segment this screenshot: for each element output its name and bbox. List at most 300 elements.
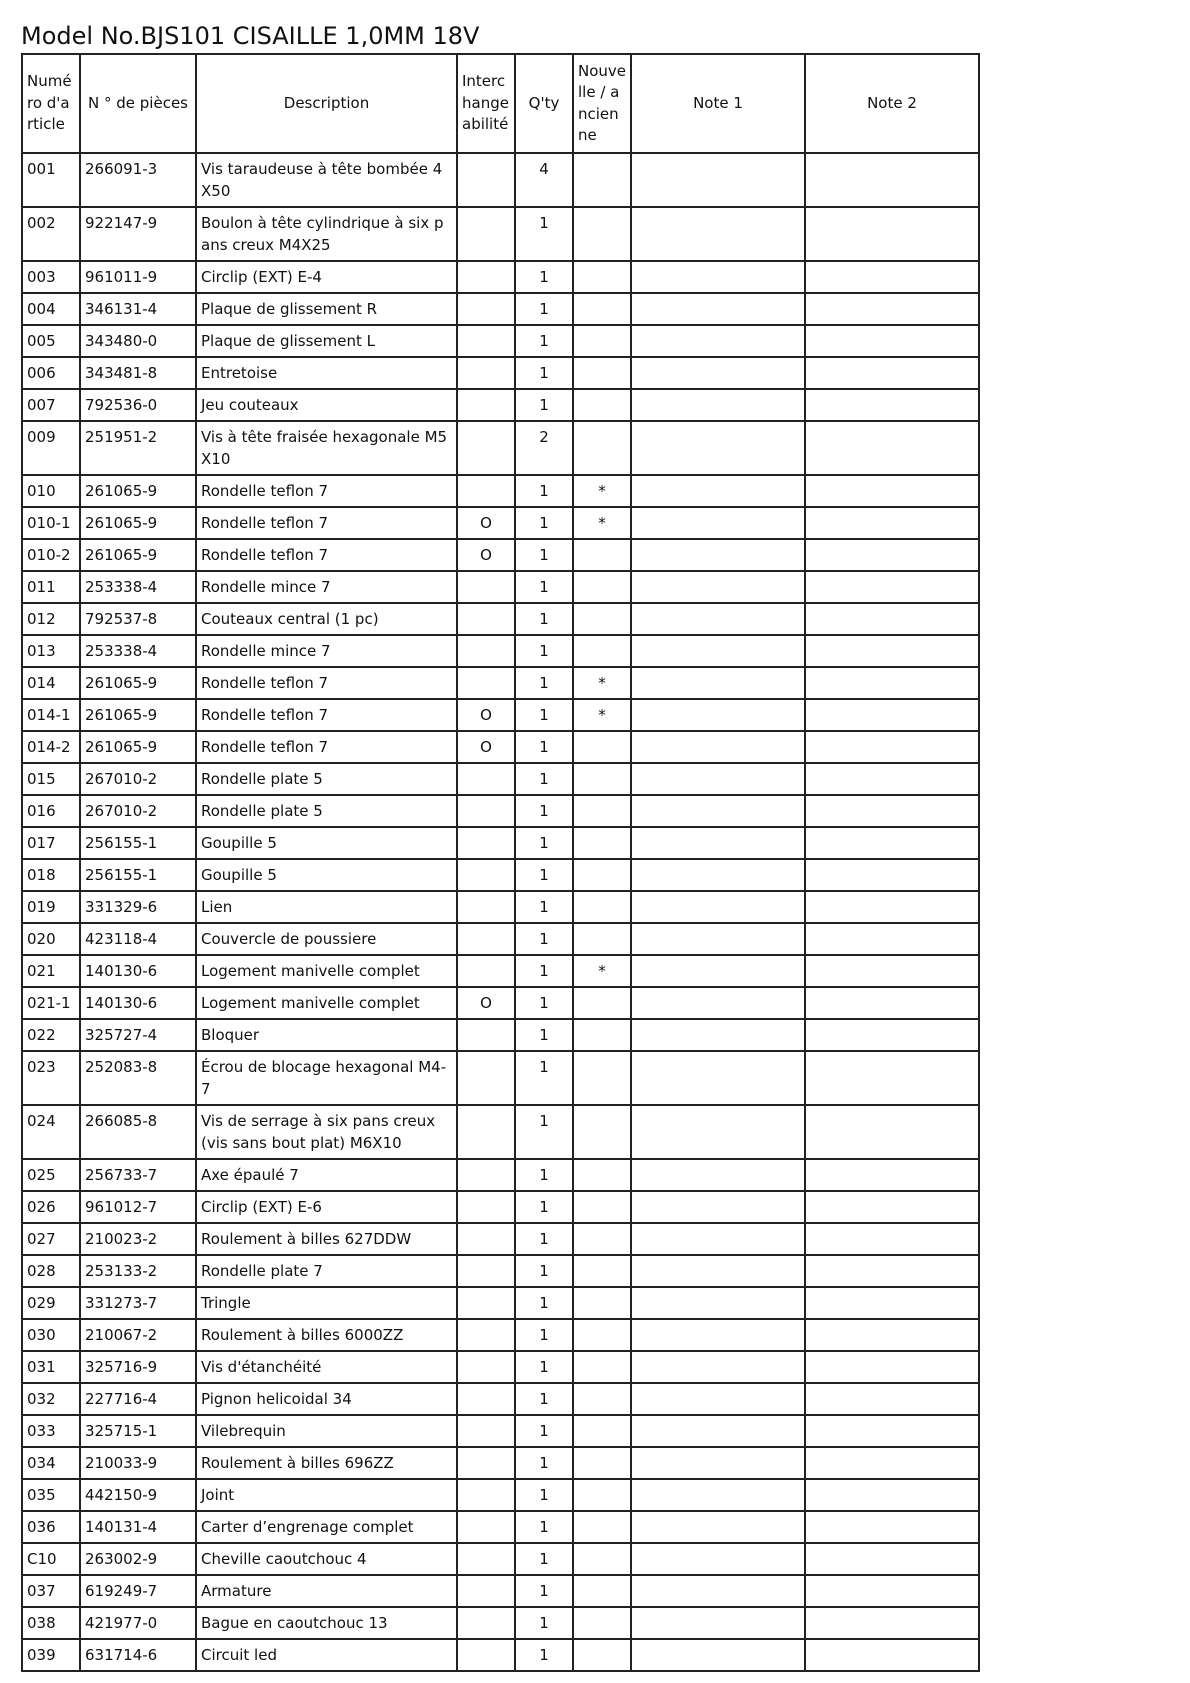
- part-number-cell: 266085-8: [80, 1105, 196, 1159]
- quantity-cell: 1: [515, 603, 573, 635]
- note-2-cell: [805, 1191, 979, 1223]
- new-old-cell: [573, 207, 631, 261]
- part-number-cell: 256733-7: [80, 1159, 196, 1191]
- interchangeability-cell: [457, 1511, 515, 1543]
- note-1-cell: [631, 763, 805, 795]
- description-cell: Pignon helicoidal 34: [196, 1383, 457, 1415]
- new-old-cell: [573, 859, 631, 891]
- note-1-cell: [631, 1319, 805, 1351]
- article-number-cell: 033: [22, 1415, 80, 1447]
- description-cell: Vis taraudeuse à tête bombée 4X50: [196, 153, 457, 207]
- description-cell: Axe épaulé 7: [196, 1159, 457, 1191]
- article-number-cell: 027: [22, 1223, 80, 1255]
- new-old-cell: [573, 1511, 631, 1543]
- article-number-cell: 035: [22, 1479, 80, 1511]
- quantity-cell: 1: [515, 1607, 573, 1639]
- quantity-cell: 1: [515, 1447, 573, 1479]
- quantity-cell: 1: [515, 1223, 573, 1255]
- description-cell: Boulon à tête cylindrique à six pans creux M4X25: [196, 207, 457, 261]
- quantity-cell: 1: [515, 1019, 573, 1051]
- article-number-cell: 032: [22, 1383, 80, 1415]
- interchangeability-cell: O: [457, 699, 515, 731]
- quantity-cell: 1: [515, 389, 573, 421]
- new-old-cell: *: [573, 507, 631, 539]
- part-number-cell: 210033-9: [80, 1447, 196, 1479]
- note-1-cell: [631, 987, 805, 1019]
- quantity-cell: 1: [515, 699, 573, 731]
- note-1-cell: [631, 955, 805, 987]
- note-1-cell: [631, 1223, 805, 1255]
- new-old-cell: *: [573, 955, 631, 987]
- new-old-cell: [573, 1383, 631, 1415]
- article-number-cell: 025: [22, 1159, 80, 1191]
- quantity-cell: 1: [515, 507, 573, 539]
- part-number-cell: 792536-0: [80, 389, 196, 421]
- part-number-cell: 423118-4: [80, 923, 196, 955]
- note-1-cell: [631, 1415, 805, 1447]
- note-2-cell: [805, 859, 979, 891]
- new-old-cell: [573, 1543, 631, 1575]
- note-2-cell: [805, 1479, 979, 1511]
- article-number-cell: 001: [22, 153, 80, 207]
- table-row: [22, 325, 979, 357]
- note-2-cell: [805, 699, 979, 731]
- new-old-cell: [573, 293, 631, 325]
- quantity-cell: 1: [515, 1105, 573, 1159]
- note-2-cell: [805, 1159, 979, 1191]
- new-old-cell: [573, 1319, 631, 1351]
- table-row: [22, 1223, 979, 1255]
- note-2-cell: [805, 571, 979, 603]
- article-number-cell: 007: [22, 389, 80, 421]
- article-number-cell: 021: [22, 955, 80, 987]
- table-row: [22, 1607, 979, 1639]
- new-old-cell: [573, 1255, 631, 1287]
- table-row: [22, 1255, 979, 1287]
- interchangeability-cell: [457, 827, 515, 859]
- table-row: [22, 1319, 979, 1351]
- note-1-cell: [631, 207, 805, 261]
- note-1-cell: [631, 859, 805, 891]
- note-2-cell: [805, 891, 979, 923]
- table-row: [22, 667, 979, 699]
- interchangeability-cell: [457, 923, 515, 955]
- article-number-cell: 012: [22, 603, 80, 635]
- note-2-cell: [805, 763, 979, 795]
- new-old-cell: [573, 1447, 631, 1479]
- note-2-cell: [805, 539, 979, 571]
- quantity-cell: 1: [515, 923, 573, 955]
- interchangeability-cell: [457, 891, 515, 923]
- article-number-cell: 019: [22, 891, 80, 923]
- note-2-cell: [805, 1447, 979, 1479]
- interchangeability-cell: [457, 475, 515, 507]
- interchangeability-cell: [457, 1447, 515, 1479]
- header-part-number: N ° de pièces: [80, 54, 196, 153]
- part-number-cell: 442150-9: [80, 1479, 196, 1511]
- article-number-cell: 010-2: [22, 539, 80, 571]
- article-number-cell: 031: [22, 1351, 80, 1383]
- article-number-cell: 010-1: [22, 507, 80, 539]
- article-number-cell: 002: [22, 207, 80, 261]
- article-number-cell: C10: [22, 1543, 80, 1575]
- new-old-cell: [573, 325, 631, 357]
- part-number-cell: 261065-9: [80, 667, 196, 699]
- note-1-cell: [631, 699, 805, 731]
- table-row: [22, 1639, 979, 1671]
- article-number-cell: 014-2: [22, 731, 80, 763]
- note-2-cell: [805, 421, 979, 475]
- note-1-cell: [631, 1351, 805, 1383]
- part-number-cell: 253133-2: [80, 1255, 196, 1287]
- quantity-cell: 1: [515, 325, 573, 357]
- table-row: [22, 389, 979, 421]
- interchangeability-cell: [457, 1575, 515, 1607]
- header-quantity: Q'ty: [515, 54, 573, 153]
- article-number-cell: 023: [22, 1051, 80, 1105]
- new-old-cell: [573, 261, 631, 293]
- note-1-cell: [631, 1019, 805, 1051]
- part-number-cell: 261065-9: [80, 507, 196, 539]
- note-2-cell: [805, 1415, 979, 1447]
- description-cell: Bloquer: [196, 1019, 457, 1051]
- header-interchangeability: Interchangeabilité: [457, 54, 515, 153]
- interchangeability-cell: [457, 1105, 515, 1159]
- description-cell: Rondelle mince 7: [196, 571, 457, 603]
- note-1-cell: [631, 1255, 805, 1287]
- description-cell: Bague en caoutchouc 13: [196, 1607, 457, 1639]
- interchangeability-cell: [457, 389, 515, 421]
- part-number-cell: 251951-2: [80, 421, 196, 475]
- part-number-cell: 325716-9: [80, 1351, 196, 1383]
- table-row: [22, 731, 979, 763]
- quantity-cell: 4: [515, 153, 573, 207]
- interchangeability-cell: [457, 795, 515, 827]
- note-2-cell: [805, 795, 979, 827]
- note-1-cell: [631, 1447, 805, 1479]
- interchangeability-cell: [457, 763, 515, 795]
- note-1-cell: [631, 539, 805, 571]
- table-row: [22, 421, 979, 475]
- description-cell: Rondelle teflon 7: [196, 699, 457, 731]
- article-number-cell: 014-1: [22, 699, 80, 731]
- note-1-cell: [631, 1543, 805, 1575]
- new-old-cell: [573, 1287, 631, 1319]
- quantity-cell: 1: [515, 1511, 573, 1543]
- table-row: [22, 699, 979, 731]
- part-number-cell: 346131-4: [80, 293, 196, 325]
- note-2-cell: [805, 1051, 979, 1105]
- description-cell: Couteaux central (1 pc): [196, 603, 457, 635]
- part-number-cell: 331329-6: [80, 891, 196, 923]
- header-note-1: Note 1: [631, 54, 805, 153]
- new-old-cell: [573, 1575, 631, 1607]
- table-row: [22, 571, 979, 603]
- description-cell: Roulement à billes 696ZZ: [196, 1447, 457, 1479]
- new-old-cell: *: [573, 699, 631, 731]
- new-old-cell: [573, 153, 631, 207]
- description-cell: Vilebrequin: [196, 1415, 457, 1447]
- description-cell: Cheville caoutchouc 4: [196, 1543, 457, 1575]
- interchangeability-cell: [457, 1223, 515, 1255]
- description-cell: Jeu couteaux: [196, 389, 457, 421]
- quantity-cell: 1: [515, 827, 573, 859]
- description-cell: Lien: [196, 891, 457, 923]
- part-number-cell: 253338-4: [80, 635, 196, 667]
- new-old-cell: [573, 827, 631, 859]
- part-number-cell: 256155-1: [80, 859, 196, 891]
- new-old-cell: [573, 1607, 631, 1639]
- note-2-cell: [805, 475, 979, 507]
- part-number-cell: 140130-6: [80, 987, 196, 1019]
- interchangeability-cell: [457, 635, 515, 667]
- note-1-cell: [631, 421, 805, 475]
- quantity-cell: 1: [515, 1639, 573, 1671]
- note-2-cell: [805, 153, 979, 207]
- description-cell: Goupille 5: [196, 827, 457, 859]
- new-old-cell: [573, 571, 631, 603]
- note-2-cell: [805, 1319, 979, 1351]
- article-number-cell: 039: [22, 1639, 80, 1671]
- note-1-cell: [631, 153, 805, 207]
- part-number-cell: 261065-9: [80, 539, 196, 571]
- table-row: [22, 891, 979, 923]
- article-number-cell: 017: [22, 827, 80, 859]
- article-number-cell: 026: [22, 1191, 80, 1223]
- note-1-cell: [631, 827, 805, 859]
- quantity-cell: 1: [515, 859, 573, 891]
- description-cell: Roulement à billes 6000ZZ: [196, 1319, 457, 1351]
- table-row: [22, 923, 979, 955]
- interchangeability-cell: [457, 153, 515, 207]
- header-note-2: Note 2: [805, 54, 979, 153]
- interchangeability-cell: [457, 1319, 515, 1351]
- interchangeability-cell: O: [457, 507, 515, 539]
- quantity-cell: 1: [515, 1479, 573, 1511]
- part-number-cell: 140131-4: [80, 1511, 196, 1543]
- part-number-cell: 261065-9: [80, 475, 196, 507]
- note-1-cell: [631, 731, 805, 763]
- article-number-cell: 010: [22, 475, 80, 507]
- note-2-cell: [805, 507, 979, 539]
- new-old-cell: [573, 1105, 631, 1159]
- table-row: [22, 827, 979, 859]
- table-row: [22, 635, 979, 667]
- note-2-cell: [805, 293, 979, 325]
- new-old-cell: [573, 539, 631, 571]
- article-number-cell: 004: [22, 293, 80, 325]
- part-number-cell: 421977-0: [80, 1607, 196, 1639]
- table-row: [22, 539, 979, 571]
- table-row: [22, 1051, 979, 1105]
- table-row: [22, 475, 979, 507]
- description-cell: Circuit led: [196, 1639, 457, 1671]
- description-cell: Roulement à billes 627DDW: [196, 1223, 457, 1255]
- part-number-cell: 631714-6: [80, 1639, 196, 1671]
- header-new-old: Nouvelle / ancienne: [573, 54, 631, 153]
- article-number-cell: 014: [22, 667, 80, 699]
- new-old-cell: [573, 1479, 631, 1511]
- note-1-cell: [631, 1159, 805, 1191]
- description-cell: Rondelle teflon 7: [196, 507, 457, 539]
- article-number-cell: 018: [22, 859, 80, 891]
- interchangeability-cell: [457, 571, 515, 603]
- note-1-cell: [631, 635, 805, 667]
- table-row: [22, 1415, 979, 1447]
- interchangeability-cell: O: [457, 987, 515, 1019]
- table-row: [22, 603, 979, 635]
- interchangeability-cell: [457, 1351, 515, 1383]
- table-row: [22, 357, 979, 389]
- note-1-cell: [631, 795, 805, 827]
- part-number-cell: 261065-9: [80, 699, 196, 731]
- new-old-cell: [573, 1159, 631, 1191]
- article-number-cell: 003: [22, 261, 80, 293]
- quantity-cell: 1: [515, 795, 573, 827]
- new-old-cell: [573, 357, 631, 389]
- new-old-cell: [573, 1191, 631, 1223]
- interchangeability-cell: [457, 1639, 515, 1671]
- note-1-cell: [631, 389, 805, 421]
- note-1-cell: [631, 1105, 805, 1159]
- note-2-cell: [805, 635, 979, 667]
- new-old-cell: [573, 421, 631, 475]
- interchangeability-cell: [457, 261, 515, 293]
- description-cell: Goupille 5: [196, 859, 457, 891]
- table-row: [22, 507, 979, 539]
- interchangeability-cell: [457, 1543, 515, 1575]
- description-cell: Écrou de blocage hexagonal M4-7: [196, 1051, 457, 1105]
- part-number-cell: 343480-0: [80, 325, 196, 357]
- note-1-cell: [631, 923, 805, 955]
- part-number-cell: 227716-4: [80, 1383, 196, 1415]
- note-2-cell: [805, 1223, 979, 1255]
- note-1-cell: [631, 1511, 805, 1543]
- interchangeability-cell: [457, 207, 515, 261]
- part-number-cell: 343481-8: [80, 357, 196, 389]
- note-2-cell: [805, 1543, 979, 1575]
- note-1-cell: [631, 507, 805, 539]
- description-cell: Rondelle teflon 7: [196, 539, 457, 571]
- description-cell: Vis de serrage à six pans creux (vis sans bout plat) M6X10: [196, 1105, 457, 1159]
- table-row: [22, 955, 979, 987]
- description-cell: Rondelle teflon 7: [196, 667, 457, 699]
- table-row: [22, 1575, 979, 1607]
- quantity-cell: 1: [515, 571, 573, 603]
- part-number-cell: 253338-4: [80, 571, 196, 603]
- note-2-cell: [805, 923, 979, 955]
- new-old-cell: [573, 891, 631, 923]
- quantity-cell: 1: [515, 1191, 573, 1223]
- note-1-cell: [631, 667, 805, 699]
- part-number-cell: 267010-2: [80, 795, 196, 827]
- interchangeability-cell: [457, 1191, 515, 1223]
- quantity-cell: 1: [515, 955, 573, 987]
- note-1-cell: [631, 475, 805, 507]
- part-number-cell: 256155-1: [80, 827, 196, 859]
- note-1-cell: [631, 1575, 805, 1607]
- interchangeability-cell: [457, 1051, 515, 1105]
- article-number-cell: 006: [22, 357, 80, 389]
- quantity-cell: 1: [515, 1543, 573, 1575]
- quantity-cell: 1: [515, 1255, 573, 1287]
- note-2-cell: [805, 325, 979, 357]
- article-number-cell: 020: [22, 923, 80, 955]
- description-cell: Plaque de glissement R: [196, 293, 457, 325]
- note-1-cell: [631, 571, 805, 603]
- interchangeability-cell: [457, 1383, 515, 1415]
- description-cell: Couvercle de poussiere: [196, 923, 457, 955]
- new-old-cell: [573, 635, 631, 667]
- interchangeability-cell: [457, 603, 515, 635]
- article-number-cell: 021-1: [22, 987, 80, 1019]
- description-cell: Vis d'étanchéité: [196, 1351, 457, 1383]
- interchangeability-cell: [457, 1287, 515, 1319]
- note-2-cell: [805, 1287, 979, 1319]
- note-1-cell: [631, 1607, 805, 1639]
- article-number-cell: 011: [22, 571, 80, 603]
- part-number-cell: 325727-4: [80, 1019, 196, 1051]
- description-cell: Circlip (EXT) E-4: [196, 261, 457, 293]
- page-title: Model No.BJS101 CISAILLE 1,0MM 18V: [21, 22, 480, 50]
- quantity-cell: 1: [515, 1575, 573, 1607]
- new-old-cell: [573, 1639, 631, 1671]
- article-number-cell: 037: [22, 1575, 80, 1607]
- new-old-cell: [573, 389, 631, 421]
- interchangeability-cell: O: [457, 539, 515, 571]
- note-2-cell: [805, 1575, 979, 1607]
- article-number-cell: 024: [22, 1105, 80, 1159]
- quantity-cell: 1: [515, 261, 573, 293]
- part-number-cell: 261065-9: [80, 731, 196, 763]
- quantity-cell: 1: [515, 891, 573, 923]
- new-old-cell: [573, 987, 631, 1019]
- note-1-cell: [631, 1639, 805, 1671]
- table-row: [22, 153, 979, 207]
- table-row: [22, 207, 979, 261]
- interchangeability-cell: [457, 1607, 515, 1639]
- header-description: Description: [196, 54, 457, 153]
- part-number-cell: 331273-7: [80, 1287, 196, 1319]
- description-cell: Joint: [196, 1479, 457, 1511]
- part-number-cell: 325715-1: [80, 1415, 196, 1447]
- new-old-cell: [573, 1351, 631, 1383]
- quantity-cell: 1: [515, 475, 573, 507]
- note-2-cell: [805, 261, 979, 293]
- quantity-cell: 1: [515, 1159, 573, 1191]
- note-2-cell: [805, 1351, 979, 1383]
- note-1-cell: [631, 293, 805, 325]
- note-2-cell: [805, 1255, 979, 1287]
- interchangeability-cell: [457, 1159, 515, 1191]
- part-number-cell: 252083-8: [80, 1051, 196, 1105]
- table-header-row: [22, 54, 979, 153]
- article-number-cell: 005: [22, 325, 80, 357]
- note-1-cell: [631, 357, 805, 389]
- table-row: [22, 1511, 979, 1543]
- part-number-cell: 267010-2: [80, 763, 196, 795]
- table-row: [22, 1159, 979, 1191]
- note-1-cell: [631, 891, 805, 923]
- note-2-cell: [805, 827, 979, 859]
- quantity-cell: 1: [515, 1415, 573, 1447]
- quantity-cell: 1: [515, 1351, 573, 1383]
- new-old-cell: [573, 1223, 631, 1255]
- table-row: [22, 1447, 979, 1479]
- description-cell: Rondelle teflon 7: [196, 475, 457, 507]
- note-2-cell: [805, 955, 979, 987]
- description-cell: Tringle: [196, 1287, 457, 1319]
